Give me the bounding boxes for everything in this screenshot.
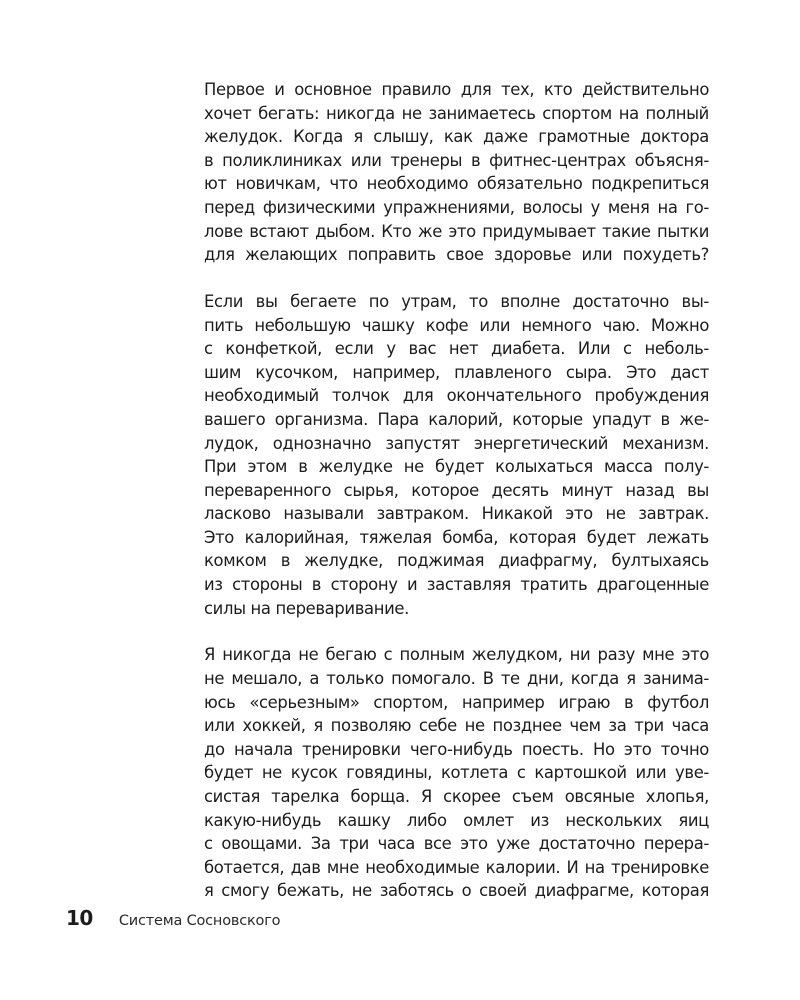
text-line: Это калорийная, тяжелая бомба, которая будет лежать — [204, 527, 709, 547]
paragraph-1 — [204, 78, 709, 267]
text-line: ласково называли завтраком. Никакой это не завтрак. — [204, 504, 709, 524]
text-line: в поликлиниках или тренеры в фитнес-центрах объясня- — [204, 150, 709, 170]
text-line: хочет бегать: никогда не занимаетесь спортом на полный — [204, 103, 709, 123]
text-line: лове встают дыбом. Кто же это придумывает такие пытки — [204, 221, 709, 241]
text-line: пить небольшую чашку кофе или немного чаю. Можно — [204, 315, 709, 335]
text-line: лудок, однозначно запустят энергетический механизм. — [204, 433, 709, 453]
text-line: Если вы бегаете по утрам, то вполне достаточно вы- — [204, 291, 709, 311]
text-line: ют новичкам, что необходимо обязательно подкрепиться — [204, 174, 709, 194]
text-line: не мешало, а только помогало. В те дни, когда я занима- — [204, 669, 709, 689]
text-line: из стороны в сторону и заставляя тратить драгоценные — [204, 575, 709, 595]
text-line: перед физическими упражнениями, волосы у меня на го- — [204, 197, 709, 217]
text-line: Я никогда не бегаю с полным желудком, ни разу мне это — [204, 645, 709, 665]
text-line: с овощами. За три часа все это уже достаточно перера- — [204, 834, 709, 854]
text-line: какую-нибудь кашку либо омлет из нескольких яиц — [204, 810, 709, 830]
text-line: до начала тренировки чего-нибудь поесть. Но это точно — [204, 739, 709, 759]
paragraph-2 — [204, 290, 709, 620]
body-text — [204, 78, 709, 903]
text-line: При этом в желудке не будет колыхаться масса полу- — [204, 457, 709, 477]
text-line: или хоккей, я позволяю себе не позднее чем за три часа — [204, 716, 709, 736]
text-line: желудок. Когда я слышу, как даже грамотные доктора — [204, 127, 709, 147]
paragraph-3 — [204, 643, 709, 903]
text-line: ботается, дав мне необходимые калории. И на тренировке — [204, 857, 709, 877]
text-line: комком в желудке, поджимая диафрагму, бултыхаясь — [204, 551, 709, 571]
text-line: необходимый толчок для окончательного пробуждения — [204, 386, 709, 406]
text-line: шим кусочком, например, плавленого сыра. Это даст — [204, 362, 709, 382]
text-line: Первое и основное правило для тех, кто действительно — [204, 80, 709, 99]
text-line: будет не кусок говядины, котлета с картошкой или уве- — [204, 763, 709, 783]
text-line: я смогу бежать, не заботясь о своей диафрагме, которая — [204, 881, 709, 901]
text-line: для желающих поправить свое здоровье или похудеть? — [204, 245, 709, 265]
text-line: силы на переваривание. — [204, 598, 409, 618]
text-line: юсь «серьезным» спортом, например играю в футбол — [204, 692, 709, 712]
text-line: вашего организма. Пара калорий, которые упадут в же- — [204, 409, 709, 429]
text-line: систая тарелка борща. Я скорее съем овсяные хлопья, — [204, 787, 709, 806]
running-title: Система Сосновского — [118, 913, 281, 929]
page-number: 10 — [66, 906, 93, 930]
text-line: с конфеткой, если у вас нет диабета. Или с неболь- — [204, 339, 709, 359]
text-line: переваренного сырья, которое десять минут назад вы — [204, 480, 709, 500]
page-footer — [66, 906, 280, 936]
